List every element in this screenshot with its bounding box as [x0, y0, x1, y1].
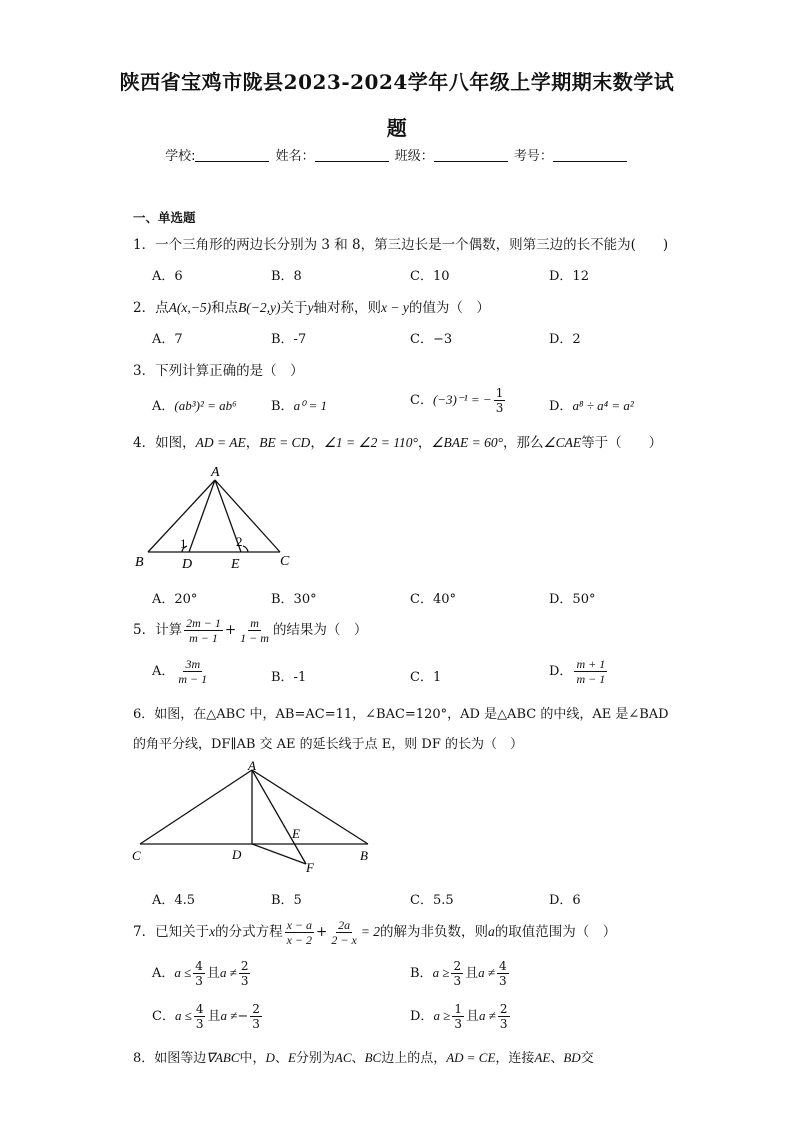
q6-label-d: D — [232, 847, 242, 862]
q7-text: 的取值范围为（ ） — [494, 924, 617, 940]
denominator: 3 — [240, 974, 249, 988]
q4-sep: ， — [310, 435, 324, 451]
conjunction: 且 — [465, 966, 479, 981]
q6-stem-line2: 的角平分线，DF∥AB 交 AE 的延长线于点 E，则 DF 的长为（ ） — [133, 737, 523, 752]
q2-text: 2．点 — [133, 300, 169, 316]
relation: a ≤ — [174, 965, 192, 980]
q5-fraction-1 — [184, 616, 223, 645]
q2-axis: y — [307, 300, 314, 315]
denominator: 3 — [195, 974, 203, 988]
q5-option-c: C．1 — [410, 670, 442, 685]
fraction — [193, 959, 205, 988]
fraction — [451, 959, 463, 988]
school-blank — [195, 149, 269, 162]
q3-option-c — [410, 386, 507, 415]
q8-stem — [133, 1047, 594, 1066]
q2-expression: x − y — [381, 300, 409, 315]
q3-stem: 3．下列计算正确的是（ ） — [133, 363, 304, 379]
q5-option-a — [152, 657, 211, 686]
fraction — [250, 1002, 262, 1031]
numerator: 4 — [499, 959, 507, 973]
relation: a ≠ — [478, 1008, 496, 1023]
relation: a ≥ — [433, 1008, 451, 1023]
option-label: A． — [152, 399, 175, 414]
q5-option-a-fraction — [176, 657, 209, 686]
relation: a ≠ — [219, 965, 237, 980]
q5-stem — [133, 616, 367, 645]
denominator: 1 − m — [240, 631, 269, 645]
fraction — [452, 1002, 464, 1031]
numerator: 2 — [499, 1002, 508, 1016]
q2-option-d: D．2 — [549, 332, 581, 347]
denominator: x − 2 — [286, 933, 313, 947]
q7-equals: = 2 — [360, 924, 381, 939]
q4-text: ，那么 — [503, 435, 544, 451]
q7-option-c — [152, 1002, 264, 1031]
name-label: 姓名： — [275, 149, 315, 164]
student-info-row — [0, 145, 794, 164]
q5-option-b: B．-1 — [271, 670, 307, 685]
q2-text: 和点 — [211, 300, 239, 316]
fraction — [194, 1002, 206, 1031]
q7-option-a — [152, 959, 252, 988]
option-label: D． — [410, 1009, 434, 1024]
numerator: 2a — [338, 918, 351, 932]
q8-condition: AD = CE — [446, 1050, 496, 1065]
numerator: 2 — [453, 959, 462, 973]
numerator: 2 — [240, 959, 249, 973]
denominator: m − 1 — [189, 631, 218, 645]
q4-label-angle2: 2 — [236, 534, 243, 549]
numerator: 1 — [495, 386, 504, 400]
q5-text: 5．计算 — [133, 622, 183, 638]
q7-plus: + — [316, 924, 328, 940]
q1-stem: 1．一个三角形的两边长分别为 3 和 8，第三边长是一个偶数，则第三边的长不能为( ) — [133, 237, 669, 253]
q2-option-c: C．−3 — [410, 332, 453, 347]
q1-option-a: A．6 — [152, 269, 183, 284]
q7-stem — [133, 918, 616, 947]
q4-label-b: B — [135, 555, 144, 570]
number-label: 考号： — [513, 149, 553, 164]
q4-condition: BE = CD — [259, 435, 311, 450]
option-label: B． — [410, 966, 433, 981]
q6-option-a: A．4.5 — [152, 893, 196, 908]
q3-option-a — [152, 395, 237, 414]
q2-point-a: A(x,−5) — [168, 300, 212, 315]
q4-condition: AD = AE — [195, 435, 246, 450]
denominator: m − 1 — [178, 672, 208, 686]
q8-sep: 、 — [351, 1051, 365, 1066]
option-label: C． — [410, 393, 433, 408]
q7-fraction-2 — [329, 918, 358, 947]
q8-text: 交 — [580, 1051, 594, 1066]
denominator: 2 − x — [331, 933, 357, 947]
q6-option-b: B．5 — [271, 893, 302, 908]
q4-option-c: C．40° — [410, 592, 456, 607]
q8-sep: 、 — [550, 1051, 564, 1066]
q4-sep: ， — [245, 435, 260, 451]
number-blank — [553, 149, 627, 162]
q6-label-e: E — [292, 826, 300, 841]
denominator: 3 — [454, 1017, 462, 1031]
relation: a ≤ — [174, 1008, 192, 1023]
conjunction: 且 — [465, 1009, 479, 1024]
q5-option-d-fraction — [574, 657, 607, 686]
q6-option-d: D．6 — [549, 893, 581, 908]
q8-point: D — [265, 1050, 275, 1065]
q6-triangle-figure — [128, 758, 378, 878]
q4-label-d: D — [182, 557, 193, 572]
q6-label-c: C — [132, 848, 141, 863]
q8-text: 分别为 — [295, 1051, 335, 1066]
conjunction: 且 — [206, 966, 220, 981]
denominator: 3 — [495, 401, 504, 415]
q4-text: 等于（ ） — [581, 435, 663, 451]
denominator: 3 — [499, 1017, 508, 1031]
relation: a ≠ — [478, 965, 495, 980]
numerator: 1 — [454, 1002, 462, 1016]
q3-option-d — [549, 395, 634, 414]
numerator: 4 — [195, 1002, 204, 1016]
q5-text: 的结果为（ ） — [272, 622, 368, 638]
q4-condition: ∠BAE = 60° — [431, 435, 503, 450]
q7-option-b — [410, 959, 511, 988]
q2-point-b: B(−2,y) — [238, 300, 281, 315]
option-label: C． — [152, 1009, 175, 1024]
option-label: D． — [549, 664, 573, 679]
q2-text: 轴对称，则 — [313, 300, 382, 316]
numerator: m + 1 — [576, 657, 606, 671]
q5-option-d — [549, 657, 609, 686]
q8-segment: BC — [364, 1050, 382, 1065]
q7-text: 7．已知关于 — [133, 924, 210, 940]
q8-text: ，连接 — [495, 1051, 535, 1066]
q3-option-a-math: (ab³)² = ab⁶ — [174, 398, 237, 413]
q5-fraction-2 — [238, 616, 271, 645]
fraction — [498, 1002, 510, 1031]
numerator: 2 — [252, 1002, 260, 1016]
q6-stem-line1: 6．如图，在△ABC 中，AB=AC=11，∠BAC=120°，AD 是△ABC 的中线，AE 是∠BAD — [133, 707, 669, 722]
denominator: 3 — [453, 974, 462, 988]
q4-sep: ， — [417, 435, 432, 451]
q4-label-a: A — [211, 465, 220, 480]
option-label: B． — [271, 399, 294, 414]
q7-parameter: a — [488, 924, 495, 939]
numerator: m — [250, 616, 259, 630]
q6-label-a: A — [248, 758, 256, 773]
q3-option-c-math: (−3)⁻¹ = − — [432, 392, 492, 407]
q8-segment: AE — [534, 1050, 551, 1065]
class-label: 班级： — [394, 149, 434, 164]
q8-segment: BD — [563, 1050, 581, 1065]
q7-option-d — [410, 1002, 512, 1031]
conjunction: 且 — [207, 1009, 221, 1024]
class-blank — [434, 149, 508, 162]
fraction — [239, 959, 251, 988]
q7-text: 的解为非负数，则 — [380, 924, 489, 940]
exam-title-line2: 题 — [386, 116, 408, 140]
numerator: x − a — [286, 918, 313, 932]
fraction — [497, 959, 509, 988]
denominator: 3 — [499, 974, 507, 988]
school-label: 学校: — [165, 149, 196, 164]
q4-stem — [133, 431, 662, 451]
q4-option-b: B．30° — [271, 592, 317, 607]
q2-option-b: B．-7 — [271, 332, 307, 347]
q1-option-c: C．10 — [410, 269, 450, 284]
q3-option-b-math: a⁰ = 1 — [293, 398, 328, 413]
q8-text: 8．如图等边 — [133, 1051, 207, 1066]
denominator: 3 — [252, 1017, 260, 1031]
q4-option-d: D．50° — [549, 592, 596, 607]
q8-point: E — [287, 1050, 296, 1065]
q6-label-f: F — [306, 860, 314, 875]
relation: a ≥ — [432, 965, 450, 980]
q4-condition: ∠1 = ∠2 = 110° — [323, 435, 418, 450]
q8-text: 中， — [239, 1051, 266, 1066]
q7-variable: x — [209, 924, 216, 939]
q2-option-a: A．7 — [152, 332, 183, 347]
q3-option-d-math: a⁸ ÷ a⁴ = a² — [572, 398, 634, 413]
name-blank — [315, 149, 389, 162]
section-heading: 一、单选题 — [133, 210, 196, 225]
q1-option-b: B．8 — [271, 269, 302, 284]
q3-option-b — [271, 395, 327, 414]
q4-label-e: E — [231, 557, 240, 572]
q7-text: 的分式方程 — [215, 924, 283, 940]
q8-triangle: ∇ABC — [206, 1050, 240, 1065]
q2-text: 的值为（ ） — [408, 300, 490, 316]
option-label: A． — [152, 966, 175, 981]
denominator: m − 1 — [576, 672, 606, 686]
q4-triangle-figure — [128, 460, 298, 575]
option-label: D． — [549, 399, 573, 414]
numerator: 4 — [195, 959, 203, 973]
q3-option-c-fraction — [494, 386, 506, 415]
q6-label-b: B — [360, 848, 368, 863]
q2-text: 关于 — [280, 300, 308, 316]
q1-option-d: D．12 — [549, 269, 589, 284]
q8-sep: 、 — [274, 1051, 288, 1066]
q4-text: 4．如图， — [133, 435, 196, 451]
q5-plus: + — [224, 622, 237, 638]
q8-text: 边上的点， — [381, 1051, 447, 1066]
q8-segment: AC — [334, 1050, 352, 1065]
option-label: A． — [152, 664, 175, 679]
denominator: 3 — [195, 1017, 204, 1031]
exam-title-line1: 陕西省宝鸡市陇县2023-2024学年八年级上学期期末数学试 — [119, 70, 675, 94]
q4-label-c: C — [280, 554, 290, 569]
q4-option-a: A．20° — [152, 592, 198, 607]
relation: a ≠ — [220, 1008, 238, 1023]
q4-target-angle: ∠CAE — [543, 435, 582, 450]
q2-stem — [133, 296, 490, 316]
numerator: 3m — [185, 657, 201, 671]
q4-label-angle1: 1 — [180, 536, 187, 551]
q6-option-c: C．5.5 — [410, 893, 454, 908]
sign: − — [237, 1009, 249, 1024]
q7-fraction-1 — [285, 918, 314, 947]
numerator: 2m − 1 — [186, 616, 221, 630]
